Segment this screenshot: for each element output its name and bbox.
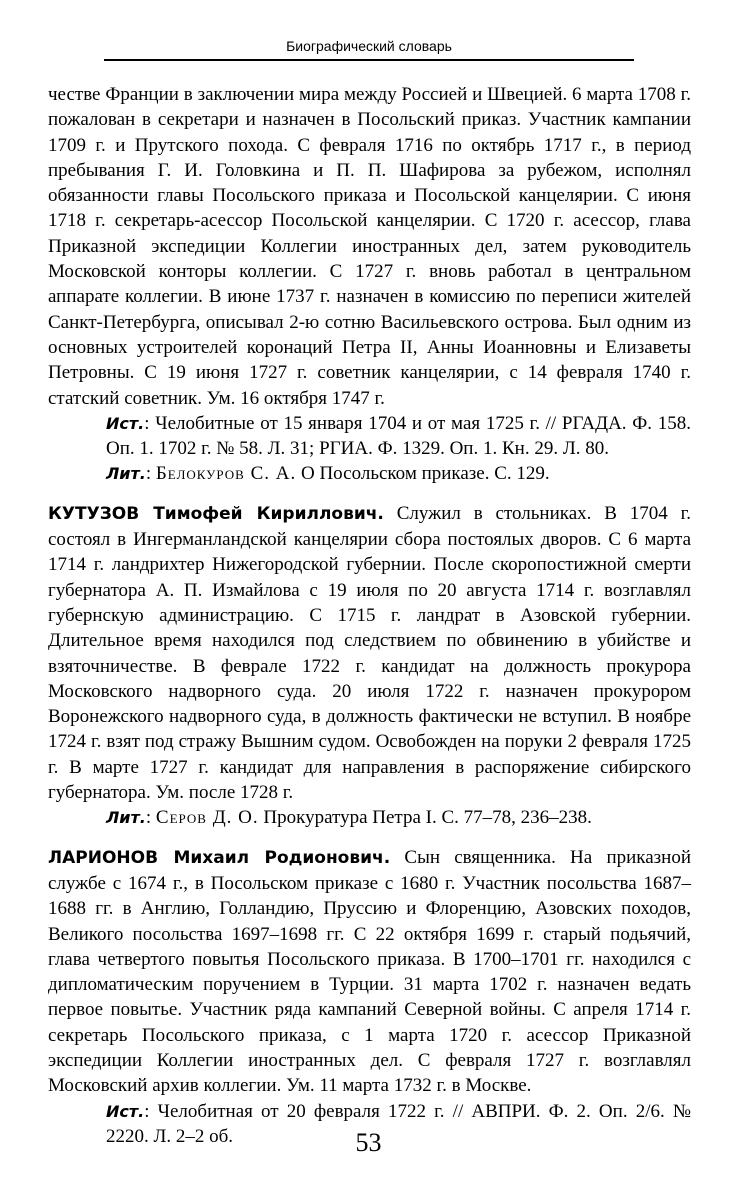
running-header: Биографический словарь [286,38,452,54]
literature-text: О Посольском приказе. С. 129. [296,463,550,485]
entry-body: честве Франции в заключении мира между Россией и Швецией. 6 марта 1708 г. пожалован в секретари и назначен в Посольский приказ. Участник кампании 1709 г. и Прутского похода. С февраля 1716 по октябрь 1717 г., в период пребывания Г. И. Головкина и П. П. Шафирова за рубежом, исполнял обязанности главы Посольского приказа и Посольской канцелярии. С июня 1718 г. секретарь-асессор Посольской канцелярии. С 1720 г. асессор, глава Приказной экспедиции Коллегии иностранных дел, затем руководитель Московской конторы коллегии. С 1727 г. вновь работал в центральном аппарате коллегии. В июне 1737 г. назначен в комиссию по переписи жителей Санкт-Петербурга, описывал 2-ю сотню Васильевского острова. Был одним из основных устроителей коронаций Петра II, Анны Иоанновны и Елизаветы Петровны. С 19 июня 1727 г. советник канцелярии, с 14 февраля 1740 г. статский советник. Ум. 16 октября 1747 г. [48,84,691,409]
literature-text: Прокуратура Петра I. С. 77–78, 236–238. [258,807,592,829]
source-reference [48,411,691,462]
entry-headword: КУТУЗОВ Тимофей Кириллович. [48,503,384,524]
source-text: : Челобитная от 20 февраля 1722 г. // АВПРИ. Ф. 2. Оп. 2/6. № 2220. Л. 2–2 об. [106,1100,691,1147]
entry-continued [48,82,691,487]
page-body [48,82,691,1163]
literature-author: Белокуров С. А. [155,463,297,485]
header-rule [104,59,634,61]
literature-author: Серов Д. О. [155,807,259,829]
source-text: : Челобитные от 15 января 1704 и от мая 1725 г. // РГАДА. Ф. 158. Оп. 1. 1702 г. № 58. Л. 31; РГИА. Ф. 1329. Оп. 1. Кн. 29. Л. 80. [106,412,691,460]
literature-reference: Лит.: Белокуров С. А. О Посольском приказе. С. 129. [106,463,550,485]
entry-text [48,501,691,806]
literature-label: Лит. [106,464,146,484]
literature-reference: Лит.: Серов Д. О. Прокуратура Петра I. С. 77–78, 236–238. [106,807,592,829]
entry-larionov [48,845,691,1150]
source-label: Ист. [106,413,145,433]
source-label: Ист. [106,1101,145,1121]
page-number: 53 [355,1128,382,1157]
entry-body: Сын священника. На приказной службе с 1674 г., в Посольском приказе с 1680 г. Участник посольства 1687–1688 гг. в Англию, Голландию, Пруссию и Флоренцию, Азовских походов, Великого посольства 1697–1698 гг. С 22 октября 1699 г. старый подьячий, глава четвертого повытья Посольского приказа. В 1700–1701 гг. находился с дипломатическим поручением в Турции. 31 марта 1702 г. назначен ведать первое повытье. Участник ряда кампаний Северной войны. С апреля 1714 г. секретарь Посольского приказа, с 1 марта 1720 г. асессор Приказной экспедиции Коллегии иностранных дел. С февраля 1727 г. возглавлял Московский архив коллегии. Ум. 11 марта 1732 г. в Москве. [48,846,692,1097]
entry-text [48,82,691,411]
entry-body: Служил в стольниках. В 1704 г. состоял в Ингерманландской канцелярии сбора постоялых дворов. С 6 марта 1714 г. ландрихтер Нижегородской губернии. После скоропостижной смерти губернатора А. П. Измайлова с 19 июля по 20 августа 1714 г. возглавлял губернскую администрацию. С 1715 г. ландрат в Азовской губернии. Длительное время находился под следствием по обвинению в убийстве и взяточничестве. В феврале 1722 г. кандидат на должность прокурора Московского надворного суда. 20 июля 1722 г. назначен прокурором Воронежского надворного суда, в должность фактически не вступил. В ноябре 1724 г. взят под стражу Вышним судом. Освобожден на поруки 2 февраля 1725 г. В марте 1727 г. кандидат для направления в распоряжение сибирского губернатора. Ум. после 1728 г. [48,502,691,804]
entry-kutuzov [48,501,691,831]
entry-headword: ЛАРИОНОВ Михаил Родионович. [48,847,391,868]
entry-text [48,845,691,1099]
literature-label: Лит. [106,808,146,828]
